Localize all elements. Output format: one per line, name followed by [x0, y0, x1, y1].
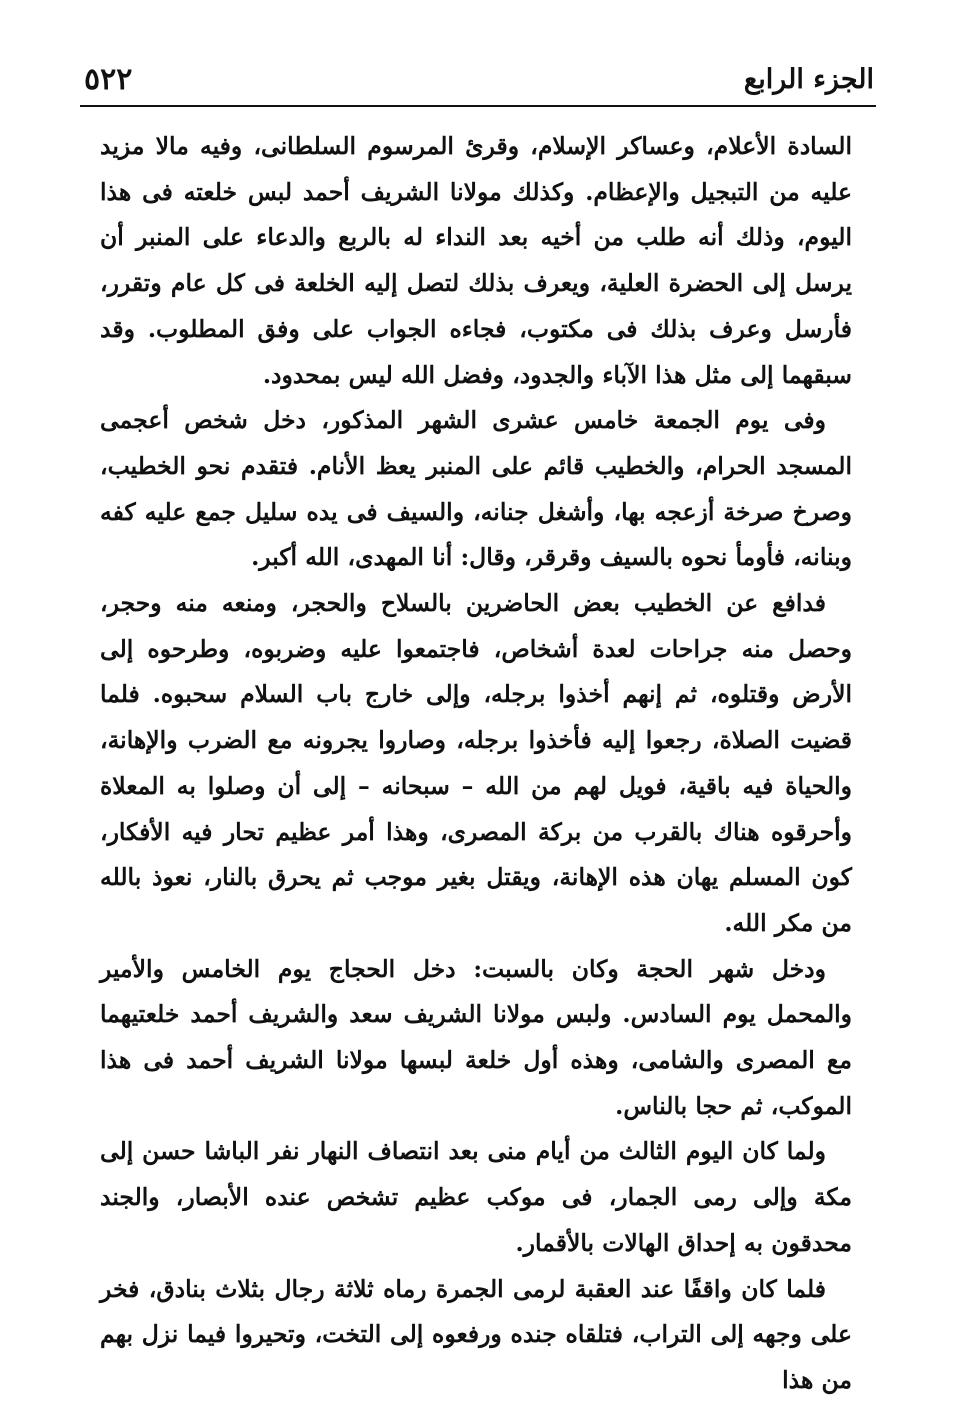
paragraph: وفى يوم الجمعة خامس عشرى الشهر المذكور، دخل شخص أعجمى المسجد الحرام، والخطيب قائم على المنبر يعظ الأنام. فتقدم نحو الخطيب، وصرخ صرخة أزعجه بها، وأشغل جنانه، والسيف فى يده سليل جمع عليه كفه وبنانه، فأومأ نحوه بالسيف وقرقر، وقال: أنا المهدى، الله أكبر.: [100, 406, 852, 572]
paragraph: السادة الأعلام، وعساكر الإسلام، وقرئ المرسوم السلطانى، وفيه مالا مزيد عليه من التبجيل والإعظام. وكذلك مولانا الشريف أحمد لبس خلعته فى هذا اليوم، وذلك أنه طلب من أخيه بعد النداء له بالربع والدعاء على المنبر أن يرسل إلى الحضرة العلية، ويعرف بذلك لتصل إليه الخلعة فى كل عام وتقرر، فأرسل وعرف بذلك فى مكتوب، فجاءه الجواب على وفق المطلوب. وقد سبقهما إلى مثل هذا الآباء والجدود، وفضل الله ليس بمحدود.: [100, 132, 852, 389]
page-header: [84, 56, 874, 102]
header-divider: [80, 105, 876, 107]
paragraph: ولما كان اليوم الثالث من أيام منى بعد انتصاف النهار نفر الباشا حسن إلى مكة وإلى رمى الجمار، فى موكب عظيم تشخص عنده الأبصار، والجند محدقون به إحداق الهالات بالأقمار.: [100, 1137, 852, 1257]
page-number: ٥٢٢: [84, 61, 133, 97]
paragraph: ودخل شهر الحجة وكان بالسبت: دخل الحجاج يوم الخامس والأمير والمحمل يوم السادس. ولبس مولانا الشريف سعد والشريف أحمد خلعتيهما مع المصرى والشامى، وهذه أول خلعة لبسها مولانا الشريف أحمد فى هذا الموكب، ثم حجا بالناس.: [100, 954, 852, 1120]
paragraph: فلما كان واقفًا عند العقبة لرمى الجمرة رماه ثلاثة رجال بثلاث بنادق، فخر على وجهه إلى التراب، فتلقاه جنده ورفعوه إلى التخت، وتحيروا فيما نزل بهم من هذا: [100, 1274, 852, 1394]
running-title: الجزء الرابع: [743, 63, 874, 95]
paragraph: فدافع عن الخطيب بعض الحاضرين بالسلاح والحجر، ومنعه منه وحجر، وحصل منه جراحات لعدة أشخاص، فاجتمعوا عليه وضربوه، وطرحوه إلى الأرض وقتلوه، ثم إنهم أخذوا برجله، وإلى خارج باب السلام سحبوه. فلما قضيت الصلاة، رجعوا إليه فأخذوا برجله، وصاروا يجرونه مع الضرب والإهانة، والحياة فيه باقية، فويل لهم من الله – سبحانه – إلى أن وصلوا به المعلاة وأحرقوه هناك بالقرب من بركة المصرى، وهذا أمر عظيم تحار فيه الأفكار، كون المسلم يهان هذه الإهانة، ويقتل بغير موجب ثم يحرق بالنار، نعوذ بالله من مكر الله.: [100, 589, 852, 937]
body-text: [100, 124, 852, 1404]
